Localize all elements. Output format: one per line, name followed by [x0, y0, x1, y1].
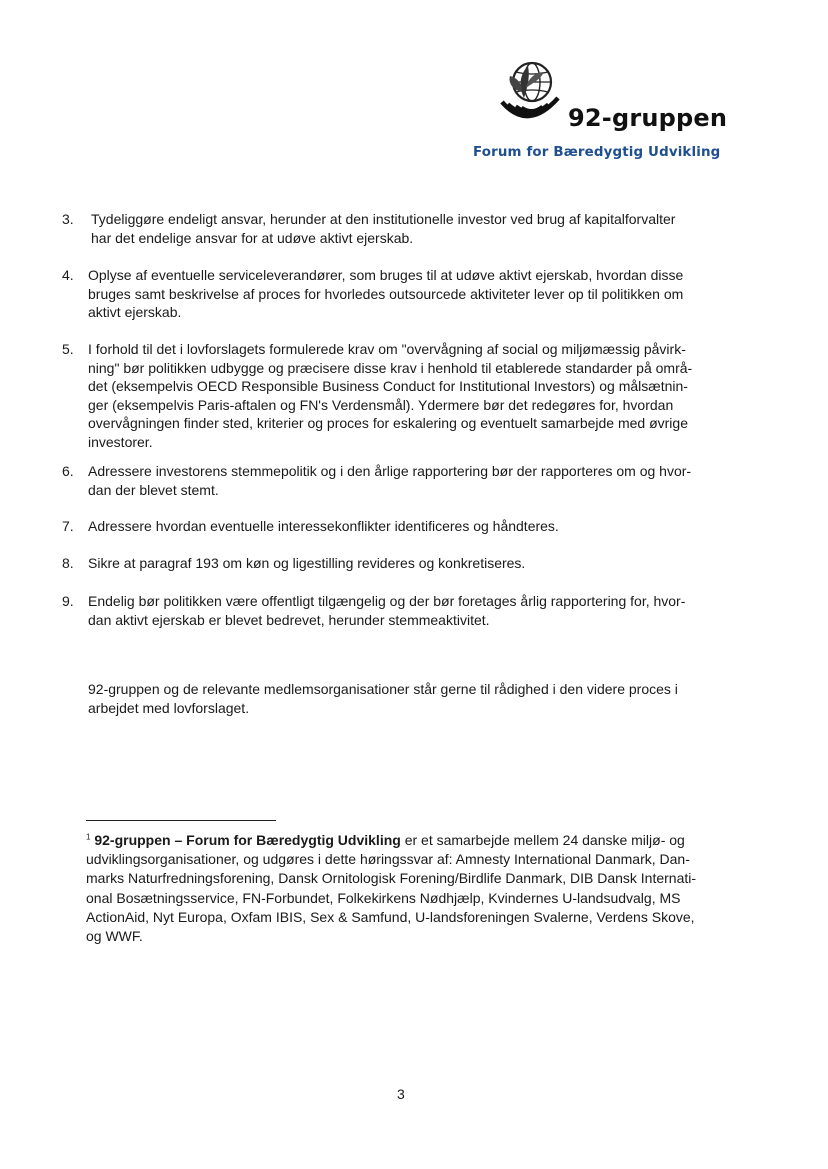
text-line: ger (eksempelvis Paris-aftalen og FN's Verdensmål). Ydermere bør det redegøres for, hvordan [88, 396, 674, 413]
footnote-first-line-rest: er et samarbejde mellem 24 danske miljø- og [400, 832, 685, 848]
text-line: I forhold til det i lovforslagets formulerede krav om "overvågning af social og miljømæssig påvirk- [88, 341, 686, 357]
list-item-text [88, 592, 722, 629]
list-item-number: 8. [62, 555, 74, 571]
list-item-text [88, 462, 722, 499]
footnote-first-line [86, 831, 736, 850]
list-item-number: 7. [62, 518, 74, 534]
text-line: ning" bør politikken udbygge og præcisere disse krav i henhold til etablerede standarder på områ- [88, 359, 693, 376]
text-line: Endelig bør politikken være offentligt tilgængelig og der bør foretages årlig rapportering for, hvor- [88, 593, 686, 609]
page-number: 3 [397, 1086, 405, 1102]
footnote-bold-lead: 92-gruppen – Forum for Bæredygtig Udvikling [94, 832, 401, 848]
list-item-number: 4. [62, 267, 74, 283]
text-line: dan aktivt ejerskab er blevet bedrevet, herunder stemmeaktivitet. [88, 611, 490, 628]
text-line: marks Naturfredningsforening, Dansk Ornitologisk Forening/Birdlife Danmark, DIB Dansk Internati- [86, 870, 697, 887]
list-item-text [88, 266, 722, 322]
text-line: ActionAid, Nyt Europa, Oxfam IBIS, Sex & Samfund, U-landsforeningen Svalerne, Verdens Skove, [86, 908, 695, 925]
list-item-text [88, 340, 722, 451]
list-item-number: 6. [62, 463, 74, 479]
text-line: overvågningen finder sted, kriterier og proces for eskalering og eventuelt samarbejde med øvrige [88, 415, 688, 431]
list-item-text [88, 517, 722, 536]
list-item-text [91, 210, 725, 247]
text-line: udviklingsorganisationer, og udgøres i dette høringssvar af: Amnesty International Danmark, Dan- [86, 851, 690, 868]
closing-paragraph [88, 680, 728, 718]
list-item-number: 5. [62, 341, 74, 357]
text-line: dan der blevet stemt. [88, 481, 219, 498]
text-line: aktivt ejerskab. [88, 304, 182, 320]
list-item-number: 3. [62, 211, 74, 227]
text-line: Adressere hvordan eventuelle interessekonflikter identificeres og håndteres. [88, 518, 559, 534]
globe-logo-icon [498, 58, 560, 132]
org-name: 92-gruppen [568, 104, 728, 132]
text-line: Oplyse af eventuelle serviceleverandører, som bruges til at udøve aktivt ejerskab, hvordan disse [88, 267, 684, 283]
list-item-text [88, 554, 722, 573]
text-line: Tydeliggøre endeligt ansvar, herunder at den institutionelle investor ved brug af kapitalforvalter [91, 211, 676, 227]
text-line: arbejdet med lovforslaget. [88, 700, 250, 716]
text-line: og WWF. [86, 928, 143, 945]
text-line: har det endelige ansvar for at udøve aktivt ejerskab. [91, 229, 414, 246]
footnote-marker: 1 [86, 832, 91, 842]
text-line: det (eksempelvis OECD Responsible Business Conduct for Institutional Investors) og målsætnin- [88, 378, 688, 394]
text-line: bruges samt beskrivelse af proces for hvorledes outsourcede aktiviteter lever op til politikken om [88, 285, 684, 302]
text-line: Sikre at paragraf 193 om køn og ligestilling revideres og konkretiseres. [88, 555, 526, 571]
org-logo [470, 52, 740, 167]
text-line: onal Bosætningsservice, FN-Forbundet, Folkekirkens Nødhjælp, Kvindernes U-landsudvalg, MS [86, 889, 681, 906]
text-line: 92-gruppen og de relevante medlemsorganisationer står gerne til rådighed i den videre proces i [88, 681, 678, 697]
text-line: Adressere investorens stemmepolitik og i den årlige rapportering bør der rapporteres om og hvor- [88, 463, 692, 479]
list-item-number: 9. [62, 593, 74, 609]
footnote [86, 831, 736, 946]
text-line: investorer. [88, 433, 153, 450]
org-tagline: Forum for Bæredygtig Udvikling [473, 145, 721, 160]
footnote-separator [86, 820, 276, 821]
